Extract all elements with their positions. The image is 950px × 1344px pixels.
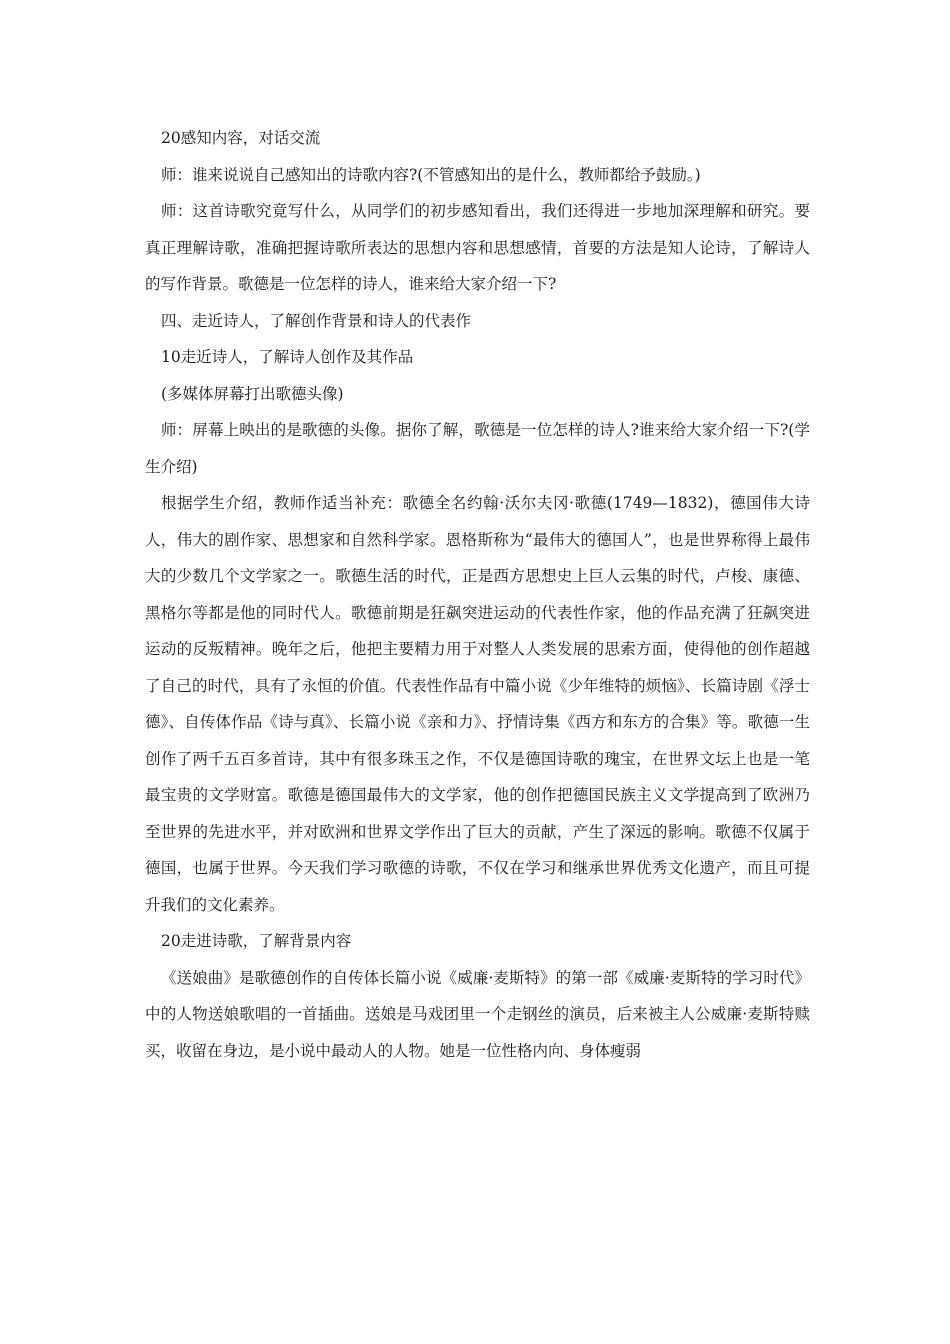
section-heading: 四、走近诗人，了解创作背景和诗人的代表作	[161, 311, 472, 330]
section-heading: 10走近诗人，了解诗人创作及其作品	[161, 348, 414, 366]
document-body	[145, 120, 810, 1069]
paragraph: 师：屏幕上映出的是歌德的头像。据你了解，歌德是一位怎样的诗人?谁来给大家介绍一下?(学生介绍)	[145, 421, 810, 476]
paragraph: 《送娘曲》是歌德创作的自传体长篇小说《威廉·麦斯特》的第一部《威廉·麦斯特的学习时代》中的人物送娘歌唱的一首插曲。送娘是马戏团里一个走钢丝的演员，后来被主人公威廉·麦斯特赎买，收留在身边，是小说中最动人的人物。她是一位性格内向、身体瘦弱	[145, 968, 810, 1060]
section-heading: 20感知内容，对话交流	[161, 129, 321, 147]
paragraph: 根据学生介绍，教师作适当补充：歌德全名约翰·沃尔夫冈·歌德(1749—1832)，德国伟大诗人，伟大的剧作家、思想家和自然科学家。恩格斯称为“最伟大的德国人”，也是世界称得上最伟大的少数几个文学家之一。歌德生活的时代，正是西方思想史上巨人云集的时代，卢梭、康德、黑格尔等都是他的同时代人。歌德前期是狂飙突进运动的代表性作家，他的作品充满了狂飙突进运动的反叛精神。晚年之后，他把主要精力用于对整人人类发展的思索方面，使得他的创作超越了自己的时代，具有了永恒的价值。代表性作品有中篇小说《少年维特的烦恼》、长篇诗剧《浮士德》、自传体作品《诗与真》、长篇小说《亲和力》、抒情诗集《西方和东方的合集》等。歌德一生创作了两千五百多首诗，其中有很多珠玉之作，不仅是德国诗歌的瑰宝，在世界文坛上也是一笔最宝贵的文学财富。歌德是德国最伟大的文学家，他的创作把德国民族主义文学提高到了欧洲乃至世界的先进水平，并对欧洲和世界文学作出了巨大的贡献，产生了深远的影响。歌德不仅属于德国，也属于世界。今天我们学习歌德的诗歌，不仅在学习和继承世界优秀文化遗产，而且可提升我们的文化素养。	[145, 494, 810, 914]
section-heading: 20走进诗歌，了解背景内容	[161, 932, 352, 950]
paragraph: 师：这首诗歌究竟写什么，从同学们的初步感知看出，我们还得进一步地加深理解和研究。要真正理解诗歌，准确把握诗歌所表达的思想内容和思想感情，首要的方法是知人论诗，了解诗人的写作背景。歌德是一位怎样的诗人，谁来给大家介绍一下?	[145, 202, 810, 293]
paragraph: 师：谁来说说自己感知出的诗歌内容?(不管感知出的是什么，教师都给予鼓励。)	[161, 165, 701, 184]
paragraph: (多媒体屏幕打出歌德头像)	[161, 384, 344, 403]
